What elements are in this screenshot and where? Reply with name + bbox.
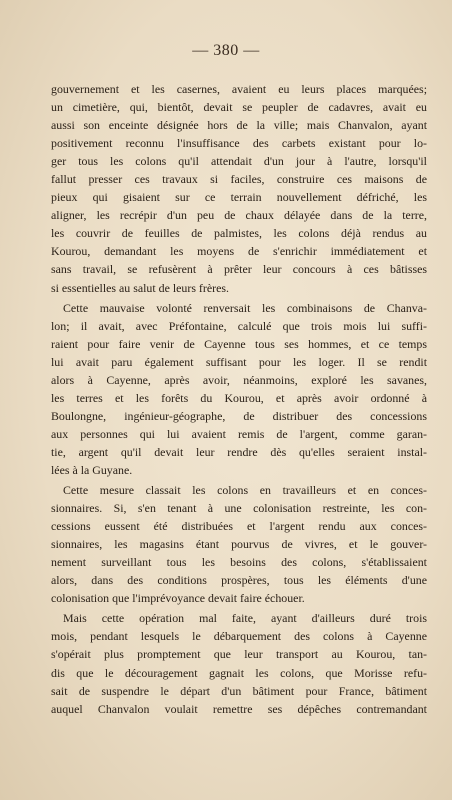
- text-line: aux personnes qui lui avaient remis de l'argent, comme garan-: [51, 426, 427, 441]
- text-line: Boulongne, ingénieur-géographe, de distribuer des concessions: [51, 408, 427, 423]
- text-line: raient pour faire venir de Cayenne tous ses hommes, et ce temps: [51, 336, 427, 351]
- text-line: aligner, les recrépir d'un peu de chaux délayée dans de la terre,: [51, 208, 427, 223]
- text-line: dis que le découragement gagnait les colons, que Morisse refu-: [51, 665, 427, 680]
- text-line: Cette mauvaise volonté renversait les combinaisons de Chanva-: [63, 300, 427, 315]
- text-line: si essentielles au salut de leurs frères.: [51, 280, 229, 295]
- text-line: mois, pendant lesquels le débarquement des colons à Cayenne: [51, 629, 427, 644]
- text-line: lon; il avait, avec Préfontaine, calculé que trois mois lui suffi-: [51, 318, 427, 333]
- text-line: alors à Cayenne, après avoir, néanmoins, exploré les savanes,: [51, 372, 427, 387]
- text-line: alors, dans des conditions prospères, tous les éléments d'une: [51, 573, 427, 588]
- text-line: Mais cette opération mal faite, ayant d'ailleurs duré trois: [63, 611, 427, 626]
- text-line: les couvrir de feuilles de palmistes, les colons déjà rendus au: [51, 226, 427, 241]
- paragraph: [51, 80, 427, 297]
- text-line: s'opérait plus promptement que leur transport au Kourou, tan-: [51, 647, 427, 662]
- text-line: tie, argent qu'il devait leur rendre dès qu'elles seraient instal-: [51, 444, 427, 459]
- text-line: sait de suspendre le départ d'un bâtiment pour France, bâtiment: [51, 683, 427, 698]
- text-line: pieux qui gisaient sur ce terrain nouvellement défriché, les: [51, 190, 427, 205]
- text-line: gouvernement et les casernes, avaient eu leurs places marquées;: [51, 82, 427, 96]
- text-line: nement surveillant tous les besoins des colons, s'établissaient: [51, 555, 427, 570]
- text-line: cessions eussent été distribuées et l'argent rendu aux conces-: [51, 519, 427, 534]
- text-line: aussi son enceinte désignée hors de la ville; mais Chanvalon, ayant: [51, 118, 427, 133]
- text-line: colonisation que l'imprévoyance devait faire échouer.: [51, 591, 305, 606]
- text-line: lui avait paru également suffisant pour les loger. Il se rendit: [51, 354, 427, 369]
- text-line: sans travail, se refusèrent à prêter leur concours à ces bâtisses: [51, 262, 427, 277]
- paragraph: [51, 299, 427, 479]
- text-line: sionnaires. Si, s'en tenant à une colonisation restreinte, les con-: [51, 501, 427, 516]
- text-line: ger tous les colons qu'il attendait d'un jour à l'autre, lorsqu'il: [51, 154, 427, 169]
- paragraph: [51, 609, 427, 717]
- page-number: — 380 —: [192, 42, 260, 59]
- body-text: [51, 80, 427, 720]
- text-line: Cette mesure classait les colons en travailleurs et en conces-: [63, 483, 427, 498]
- paragraph: [51, 481, 427, 607]
- text-line: sionnaires, les magasins étant pourvus de vivres, et le gouver-: [51, 537, 427, 552]
- text-line: lées à la Guyane.: [51, 462, 133, 477]
- text-line: un cimetière, qui, bientôt, devait se peupler de cadavres, avait eu: [51, 100, 427, 115]
- text-line: positivement reconnu l'insuffisance des carbets existant pour lo-: [51, 136, 427, 151]
- text-line: fallut presser ces travaux si faciles, construire ces maisons de: [51, 172, 427, 187]
- text-line: auquel Chanvalon voulait remettre ses dépêches contremandant: [51, 701, 427, 716]
- text-line: les terres et les forêts du Kourou, et après avoir ordonné à: [51, 390, 427, 405]
- text-line: Kourou, demandant les moyens de s'enrichir immédiatement et: [51, 244, 427, 259]
